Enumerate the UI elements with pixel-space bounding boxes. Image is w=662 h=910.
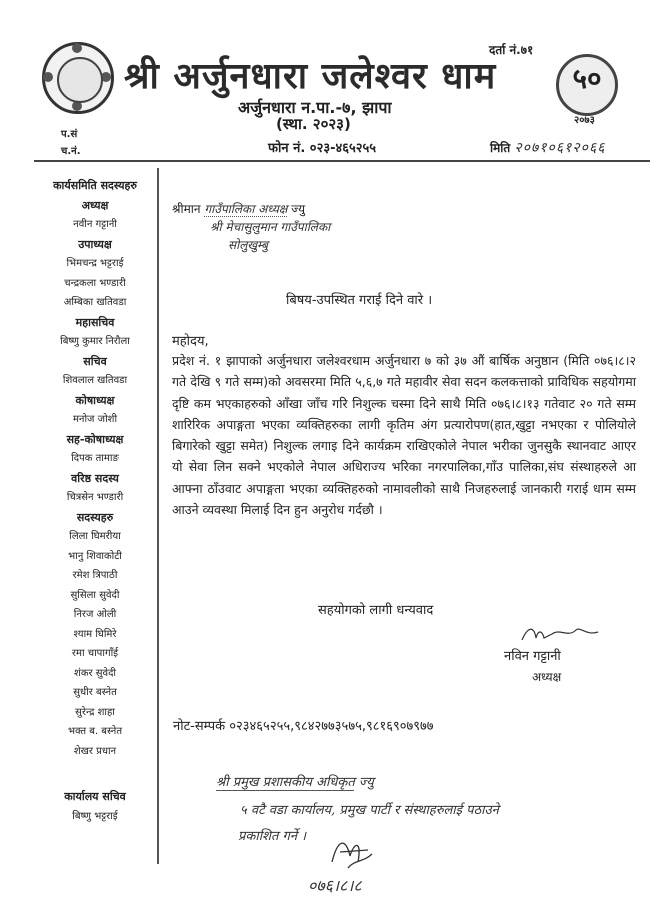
sidebar-member-name: नवीन गट्टानी: [73, 219, 117, 230]
letter-body: प्रदेश नं. १ झापाको अर्जुनधारा जलेश्वरधाम अर्जुनधारा ७ को ३७ औं बार्षिक अनुष्ठान (मिति ०७६।८।२ गते देखि ९ गते सम्म)को अवसरमा मिति ५,६,७ गते महावीर सेवा सदन कलकत्ताको प्राविधिक सहयोगमा दृष्टि कम भएकाहरुको आँखा जाँच गरि निशुल्क चस्मा दिने साथै मिति ०७६।८।१३ गतेवाट २० गते सम्म शारिरिक अपाङ्गता भएका व्यक्तिहरुका लागी कृतिम अंग प्रत्यारोपण(हात,खुट्टा नभएका र पोलियोले बिगारेको खुट्टा समेत) निशुल्क लगाइ दिने कार्यक्रम राखिएकोले नेपाल भरीका जुनसुकै स्थानवाट आएर यो सेवा लिन सक्ने भएकोले नेपाल अधिराज्य भरिका नगरपालिका,गाँउ पालिका,संघ संस्थाहरुले आ आफ्ना ठाँउवाट अपाङ्गता भएका व्यक्तिहरुको नामावलीको साथै निजहरुलाई जानकारी गराई धाम सम्म आउने व्यवस्था मिलाई दिन हुन अनुरोध गर्दछौ ।: [172, 353, 636, 518]
sidebar-role-heading: सह-कोषाध्यक्ष: [66, 432, 124, 446]
contact-note: नोट-सम्पर्क ०२३४६५२५५,९८४२७७३५७५,९८१६९०७९७७: [173, 719, 434, 734]
office-secretary-title: कार्यालय सचिव: [64, 790, 126, 803]
letterhead-title: श्री अर्जुनधारा जलेश्वर धाम: [124, 55, 497, 97]
handwritten-line-3: प्रकाशित गर्ने ।: [238, 829, 307, 844]
sidebar-member-name: रमा चापागाँई: [71, 648, 119, 659]
sidebar-member-name: शेखर प्रधान: [73, 745, 117, 757]
handwritten-line-2: ५ वटै वडा कार्यालय, प्रमुख पार्टी र संस्थाहरुलाई पठाउने: [240, 803, 499, 818]
golden-jubilee-badge: [548, 36, 630, 124]
badge-number: ५०: [572, 62, 602, 95]
letter-subject: बिषय-उपस्थित गराई दिने वारे ।: [286, 293, 433, 308]
letter-greeting: महोदय,: [172, 334, 209, 349]
recipient-line-3: सोलुखुम्बु: [228, 238, 268, 252]
sidebar-role-heading: कोषाध्यक्ष: [75, 393, 115, 407]
salutation: [172, 200, 305, 217]
sidebar-member-name: रमेश त्रिपाठी: [72, 570, 118, 581]
signer-name: नविन गट्टानी: [504, 649, 561, 664]
signer-role: अध्यक्ष: [532, 670, 562, 684]
established-year: (स्था. २०२३): [276, 115, 351, 133]
badge-year: २०७३: [574, 115, 595, 126]
sidebar-member-name: भिमचन्द्र भट्टराई: [66, 258, 124, 269]
sidebar-member-name: लिला घिमरीया: [69, 531, 121, 542]
sidebar-member-name: श्याम घिमिरे: [73, 628, 117, 640]
sidebar-member-name: चन्द्रकला भण्डारी: [64, 277, 126, 289]
date-label: मिति: [490, 141, 511, 155]
sidebar-divider: [157, 168, 159, 864]
recipient-line-2: श्री मेचासुलुमान गाउँपालिका: [210, 220, 331, 234]
sidebar-member-name: बिष्णु कुमार निरौला: [60, 336, 130, 347]
registration-number: दर्ता नं.७१: [489, 43, 534, 57]
letterhead-address: अर्जुनधारा न.पा.-७, झापा: [238, 98, 392, 117]
sidebar-member-name: चित्रसेन भण्डारी: [66, 492, 124, 503]
committee-sidebar: [36, 176, 154, 826]
signature: [520, 622, 600, 646]
sidebar-member-name: निरज ओली: [73, 609, 117, 620]
office-secretary-name: बिष्णु भट्टराई: [72, 810, 118, 822]
sidebar-member-name: भानु शिवाकोटी: [68, 550, 122, 562]
letterhead-phone: फोन नं. ०२३-४६५२५५: [268, 141, 377, 156]
organization-logo: [42, 42, 114, 114]
sidebar-member-name: दिपक तामाङ: [71, 453, 119, 464]
handwritten-date: ०७६।८।८: [308, 876, 362, 895]
handwritten-signature: [328, 832, 378, 872]
letter-thanks: सहयोगको लागी धन्यवाद: [318, 603, 434, 618]
sidebar-member-name: भक्त ब. बस्नेत: [67, 726, 123, 737]
sidebar-role-heading: महासचिव: [75, 315, 115, 329]
letter-date: [490, 138, 606, 157]
sidebar-role-heading: उपाध्यक्ष: [78, 237, 112, 251]
sidebar-member-name: सुधीर बस्नेत: [73, 687, 117, 698]
header-divider: [34, 160, 650, 162]
handwritten-underline: [216, 790, 354, 791]
sidebar-member-name: अम्बिका खतिवडा: [63, 297, 127, 308]
sidebar-member-name: शंकर सुवेदी: [74, 667, 116, 679]
date-value: २०७१०६१२०६६: [514, 140, 606, 156]
sidebar-member-name: सुरेन्द्र शाहा: [75, 706, 115, 718]
patra-sankhya-label: प.सं: [61, 129, 78, 140]
sidebar-role-heading: कार्यसमिति सदस्यहरु: [53, 179, 137, 192]
salutation-prefix: श्रीमान: [172, 202, 201, 216]
chalani-label: च.नं.: [61, 146, 81, 157]
sidebar-role-heading: अध्यक्ष: [81, 198, 109, 212]
sidebar-role-heading: वरिष्ठ सदस्य: [71, 471, 119, 485]
salutation-suffix: ज्यु: [291, 202, 306, 216]
handwritten-line-1: श्री प्रमुख प्रशासकीय अधिकृत ज्यु: [216, 775, 374, 790]
sidebar-member-name: सुसिला सुवेदी: [70, 589, 120, 601]
sidebar-member-name: मनोज जोशी: [72, 414, 118, 425]
salutation-recipient: गाउँपालिका अध्यक्ष: [204, 202, 288, 216]
sidebar-role-heading: सचिव: [83, 354, 107, 368]
sidebar-member-name: शिवलाल खतिवडा: [62, 375, 128, 386]
sidebar-role-heading: सदस्यहरु: [76, 510, 114, 524]
